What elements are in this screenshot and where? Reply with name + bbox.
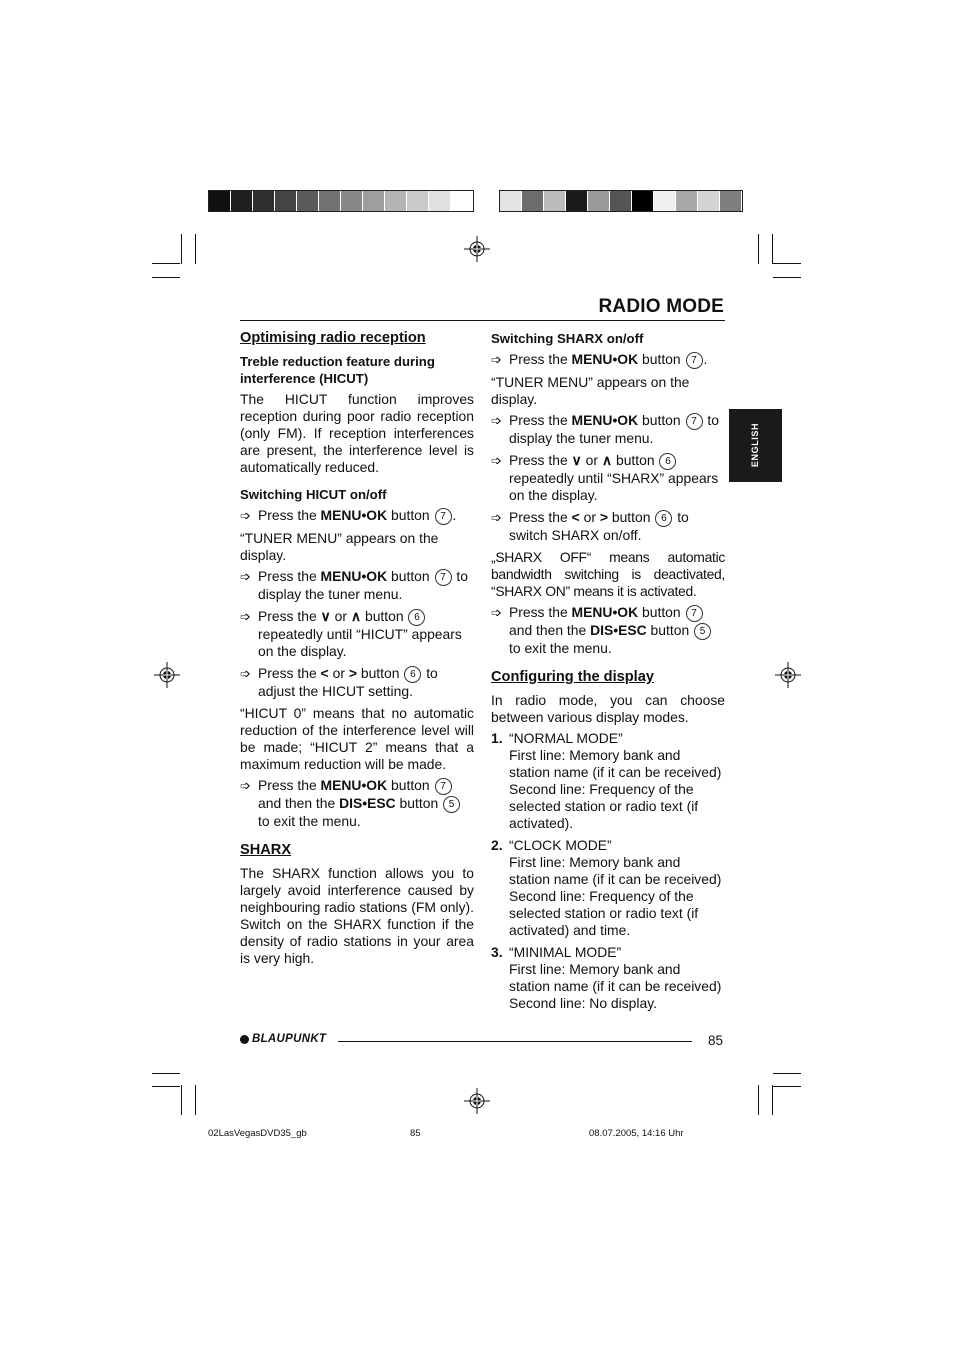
step-text: or — [328, 665, 349, 681]
button-name: DIS•ESC — [339, 795, 396, 811]
heading-configuring: Configuring the display — [491, 669, 654, 685]
heading-switch-hicut: Switching HICUT on/off — [240, 487, 387, 502]
step-item — [491, 604, 725, 657]
step-text: Press the — [509, 452, 572, 468]
step-text: Press the — [509, 351, 572, 367]
step-text: . — [703, 351, 708, 367]
step-text: button — [387, 507, 434, 523]
mode-second-line: Second line: Frequency of the selected station or radio text (if activated) and time. — [509, 888, 699, 938]
step-item — [240, 608, 474, 660]
step-text: or — [330, 608, 351, 624]
step-text: to exit the menu. — [258, 813, 361, 829]
title-rule — [240, 320, 725, 321]
step-item — [491, 412, 725, 447]
mode-first-line: First line: Memory bank and station name (if it can be received) — [509, 854, 722, 887]
step-text: button — [646, 622, 694, 638]
mode-name: “CLOCK MODE” — [509, 837, 612, 853]
mode-number: 3. — [491, 944, 503, 960]
color-swatch — [319, 191, 341, 211]
crop-mark — [773, 1073, 801, 1074]
mode-number: 1. — [491, 730, 503, 746]
page-title: RADIO MODE — [598, 296, 724, 317]
sharx-off-note: „SHARX OFF“ means automatic bandwidth switching is deactivated, “SHARX ON” means it is activated. — [491, 549, 725, 599]
step-text: Press the — [258, 608, 321, 624]
step-text: button — [608, 509, 655, 525]
color-swatch — [231, 191, 253, 211]
brand-logo — [240, 1033, 326, 1045]
button-name: MENU•OK — [320, 568, 388, 584]
color-swatch — [522, 191, 544, 211]
registration-mark-icon — [154, 662, 180, 688]
step-item — [491, 509, 725, 544]
arrow-icon: ➩ — [491, 352, 502, 367]
print-sheet-number: 85 — [410, 1128, 421, 1139]
hicut-levels: “HICUT 0” means that no automatic reduction of the interference level will be made; “HICUT 2” means that a maximum reduction will be made. — [240, 705, 474, 772]
color-swatch — [385, 191, 407, 211]
step-text: button — [638, 604, 685, 620]
step-text: to switch SHARX on/off. — [509, 509, 689, 543]
step-text: or — [581, 452, 602, 468]
color-swatch — [341, 191, 363, 211]
step-text: button — [395, 795, 443, 811]
color-swatch — [720, 191, 742, 211]
step-item — [240, 507, 474, 525]
color-swatch — [654, 191, 676, 211]
step-item — [491, 452, 725, 504]
button-number: 6 — [404, 666, 421, 683]
step-text: button — [638, 351, 685, 367]
step-text: to display the tuner menu. — [258, 568, 468, 602]
step-item — [240, 665, 474, 700]
brand-name: BLAUPUNKT — [252, 1033, 327, 1045]
display-mode-item — [491, 944, 725, 1012]
color-swatch — [588, 191, 610, 211]
step-text: to exit the menu. — [509, 640, 612, 656]
step-text: Press the — [258, 507, 321, 523]
mode-second-line: Second line: Frequency of the selected station or radio text (if activated). — [509, 781, 699, 831]
config-intro: In radio mode, you can choose between various display modes. — [491, 692, 725, 725]
registration-mark-icon — [464, 236, 490, 262]
button-name: MENU•OK — [571, 351, 639, 367]
button-name: MENU•OK — [320, 777, 388, 793]
footer-rule — [338, 1041, 692, 1042]
heading-sharx: SHARX — [240, 842, 292, 858]
button-number: 7 — [686, 352, 703, 369]
left-arrow-icon: < — [320, 665, 329, 681]
step-text: Press the — [258, 777, 321, 793]
registration-mark-icon — [464, 1088, 490, 1114]
crop-mark — [152, 263, 180, 264]
button-name: MENU•OK — [320, 507, 388, 523]
mode-first-line: First line: Memory bank and station name (if it can be received) — [509, 747, 722, 780]
crop-mark — [758, 234, 759, 264]
crop-mark — [152, 1073, 180, 1074]
print-file-name: 02LasVegasDVD35_gb — [208, 1128, 307, 1139]
button-number: 6 — [655, 510, 672, 527]
button-number: 6 — [408, 609, 425, 626]
language-tab — [729, 409, 782, 482]
button-name: MENU•OK — [571, 412, 639, 428]
crop-mark — [773, 277, 801, 278]
language-tab-label: ENGLISH — [750, 422, 760, 468]
step-item — [240, 777, 474, 830]
crop-mark — [772, 234, 773, 264]
step-text: . — [452, 507, 457, 523]
arrow-icon: ➩ — [491, 453, 502, 468]
crop-mark — [773, 263, 801, 264]
page-number: 85 — [708, 1033, 724, 1048]
down-arrow-icon: ∨ — [320, 608, 331, 624]
heading-treble: Treble reduction feature during interference (HICUT) — [240, 354, 435, 386]
display-mode-item — [491, 730, 725, 832]
tuner-menu-note: “TUNER MENU” appears on the display. — [240, 530, 439, 563]
left-arrow-icon: < — [571, 509, 580, 525]
crop-mark — [772, 1085, 773, 1115]
arrow-icon: ➩ — [240, 666, 251, 681]
step-text: Press the — [258, 665, 321, 681]
heading-switch-sharx: Switching SHARX on/off — [491, 331, 644, 346]
step-text: Press the — [509, 412, 572, 428]
step-text: and then the — [509, 622, 591, 638]
colorbar-right — [499, 190, 743, 212]
color-swatch — [698, 191, 720, 211]
color-swatch — [363, 191, 385, 211]
step-text: repeatedly until “HICUT” appears on the display. — [258, 626, 462, 659]
hicut-intro: The HICUT function improves reception during poor radio reception (only FM). If reception interferences are present, the interference level is automatically reduced. — [240, 391, 474, 475]
arrow-icon: ➩ — [240, 609, 251, 624]
color-swatch — [500, 191, 522, 211]
crop-mark — [773, 1086, 801, 1087]
step-text: button — [387, 568, 434, 584]
step-text: Press the — [258, 568, 321, 584]
left-column — [240, 330, 474, 971]
tuner-menu-note: “TUNER MENU” appears on the display. — [491, 374, 690, 407]
sharx-intro: The SHARX function allows you to largely avoid interference caused by neighbouring radio stations (FM only). Switch on the SHARX function if the density of radio stations in your area is very high. — [240, 865, 474, 966]
print-date: 08.07.2005, 14:16 Uhr — [589, 1128, 684, 1139]
up-arrow-icon: ∧ — [601, 452, 613, 468]
color-swatch — [610, 191, 632, 211]
step-text: button — [612, 452, 659, 468]
arrow-icon: ➩ — [491, 413, 502, 428]
step-text: button — [387, 777, 434, 793]
step-text: repeatedly until “SHARX” appears on the display. — [509, 470, 719, 503]
crop-mark — [152, 277, 180, 278]
button-number: 5 — [443, 796, 460, 813]
arrow-icon: ➩ — [491, 510, 502, 525]
color-swatch — [676, 191, 698, 211]
right-arrow-icon: > — [599, 509, 608, 525]
mode-name: “MINIMAL MODE” — [509, 944, 622, 960]
step-text: to display the tuner menu. — [509, 412, 719, 446]
button-number: 7 — [435, 508, 452, 525]
mode-number: 2. — [491, 837, 503, 853]
step-text: button — [638, 412, 685, 428]
step-text: Press the — [509, 604, 572, 620]
right-column — [491, 330, 725, 1017]
button-name: DIS•ESC — [590, 622, 647, 638]
button-number: 6 — [659, 453, 676, 470]
button-number: 7 — [686, 605, 703, 622]
step-item — [491, 351, 725, 369]
button-name: MENU•OK — [571, 604, 639, 620]
color-swatch — [429, 191, 451, 211]
button-number: 5 — [694, 623, 711, 640]
heading-optimising: Optimising radio reception — [240, 330, 426, 346]
crop-mark — [758, 1085, 759, 1115]
button-number: 7 — [435, 569, 452, 586]
color-swatch — [253, 191, 275, 211]
color-swatch — [275, 191, 297, 211]
color-swatch — [566, 191, 588, 211]
arrow-icon: ➩ — [240, 569, 251, 584]
right-arrow-icon: > — [348, 665, 357, 681]
mode-first-line: First line: Memory bank and station name (if it can be received) — [509, 961, 722, 994]
color-swatch — [407, 191, 429, 211]
brand-dot-icon — [240, 1035, 249, 1044]
crop-mark — [195, 1085, 196, 1115]
mode-name: “NORMAL MODE” — [509, 730, 623, 746]
crop-mark — [181, 1085, 182, 1115]
step-text: Press the — [509, 509, 572, 525]
color-swatch — [209, 191, 231, 211]
step-text: to adjust the HICUT setting. — [258, 665, 438, 699]
crop-mark — [152, 1086, 180, 1087]
up-arrow-icon: ∧ — [350, 608, 362, 624]
step-text: button — [361, 608, 408, 624]
down-arrow-icon: ∨ — [571, 452, 582, 468]
crop-mark — [181, 234, 182, 264]
arrow-icon: ➩ — [491, 605, 502, 620]
color-swatch — [297, 191, 319, 211]
button-number: 7 — [686, 413, 703, 430]
step-text: and then the — [258, 795, 340, 811]
mode-second-line: Second line: No display. — [509, 995, 657, 1011]
color-swatch — [632, 191, 654, 211]
colorbar-left — [208, 190, 474, 212]
registration-mark-icon — [775, 662, 801, 688]
step-text: button — [357, 665, 404, 681]
button-number: 7 — [435, 778, 452, 795]
color-swatch — [544, 191, 566, 211]
display-mode-item — [491, 837, 725, 939]
color-swatch — [451, 191, 473, 211]
step-item — [240, 568, 474, 603]
arrow-icon: ➩ — [240, 508, 251, 523]
step-text: or — [579, 509, 600, 525]
arrow-icon: ➩ — [240, 778, 251, 793]
crop-mark — [195, 234, 196, 264]
